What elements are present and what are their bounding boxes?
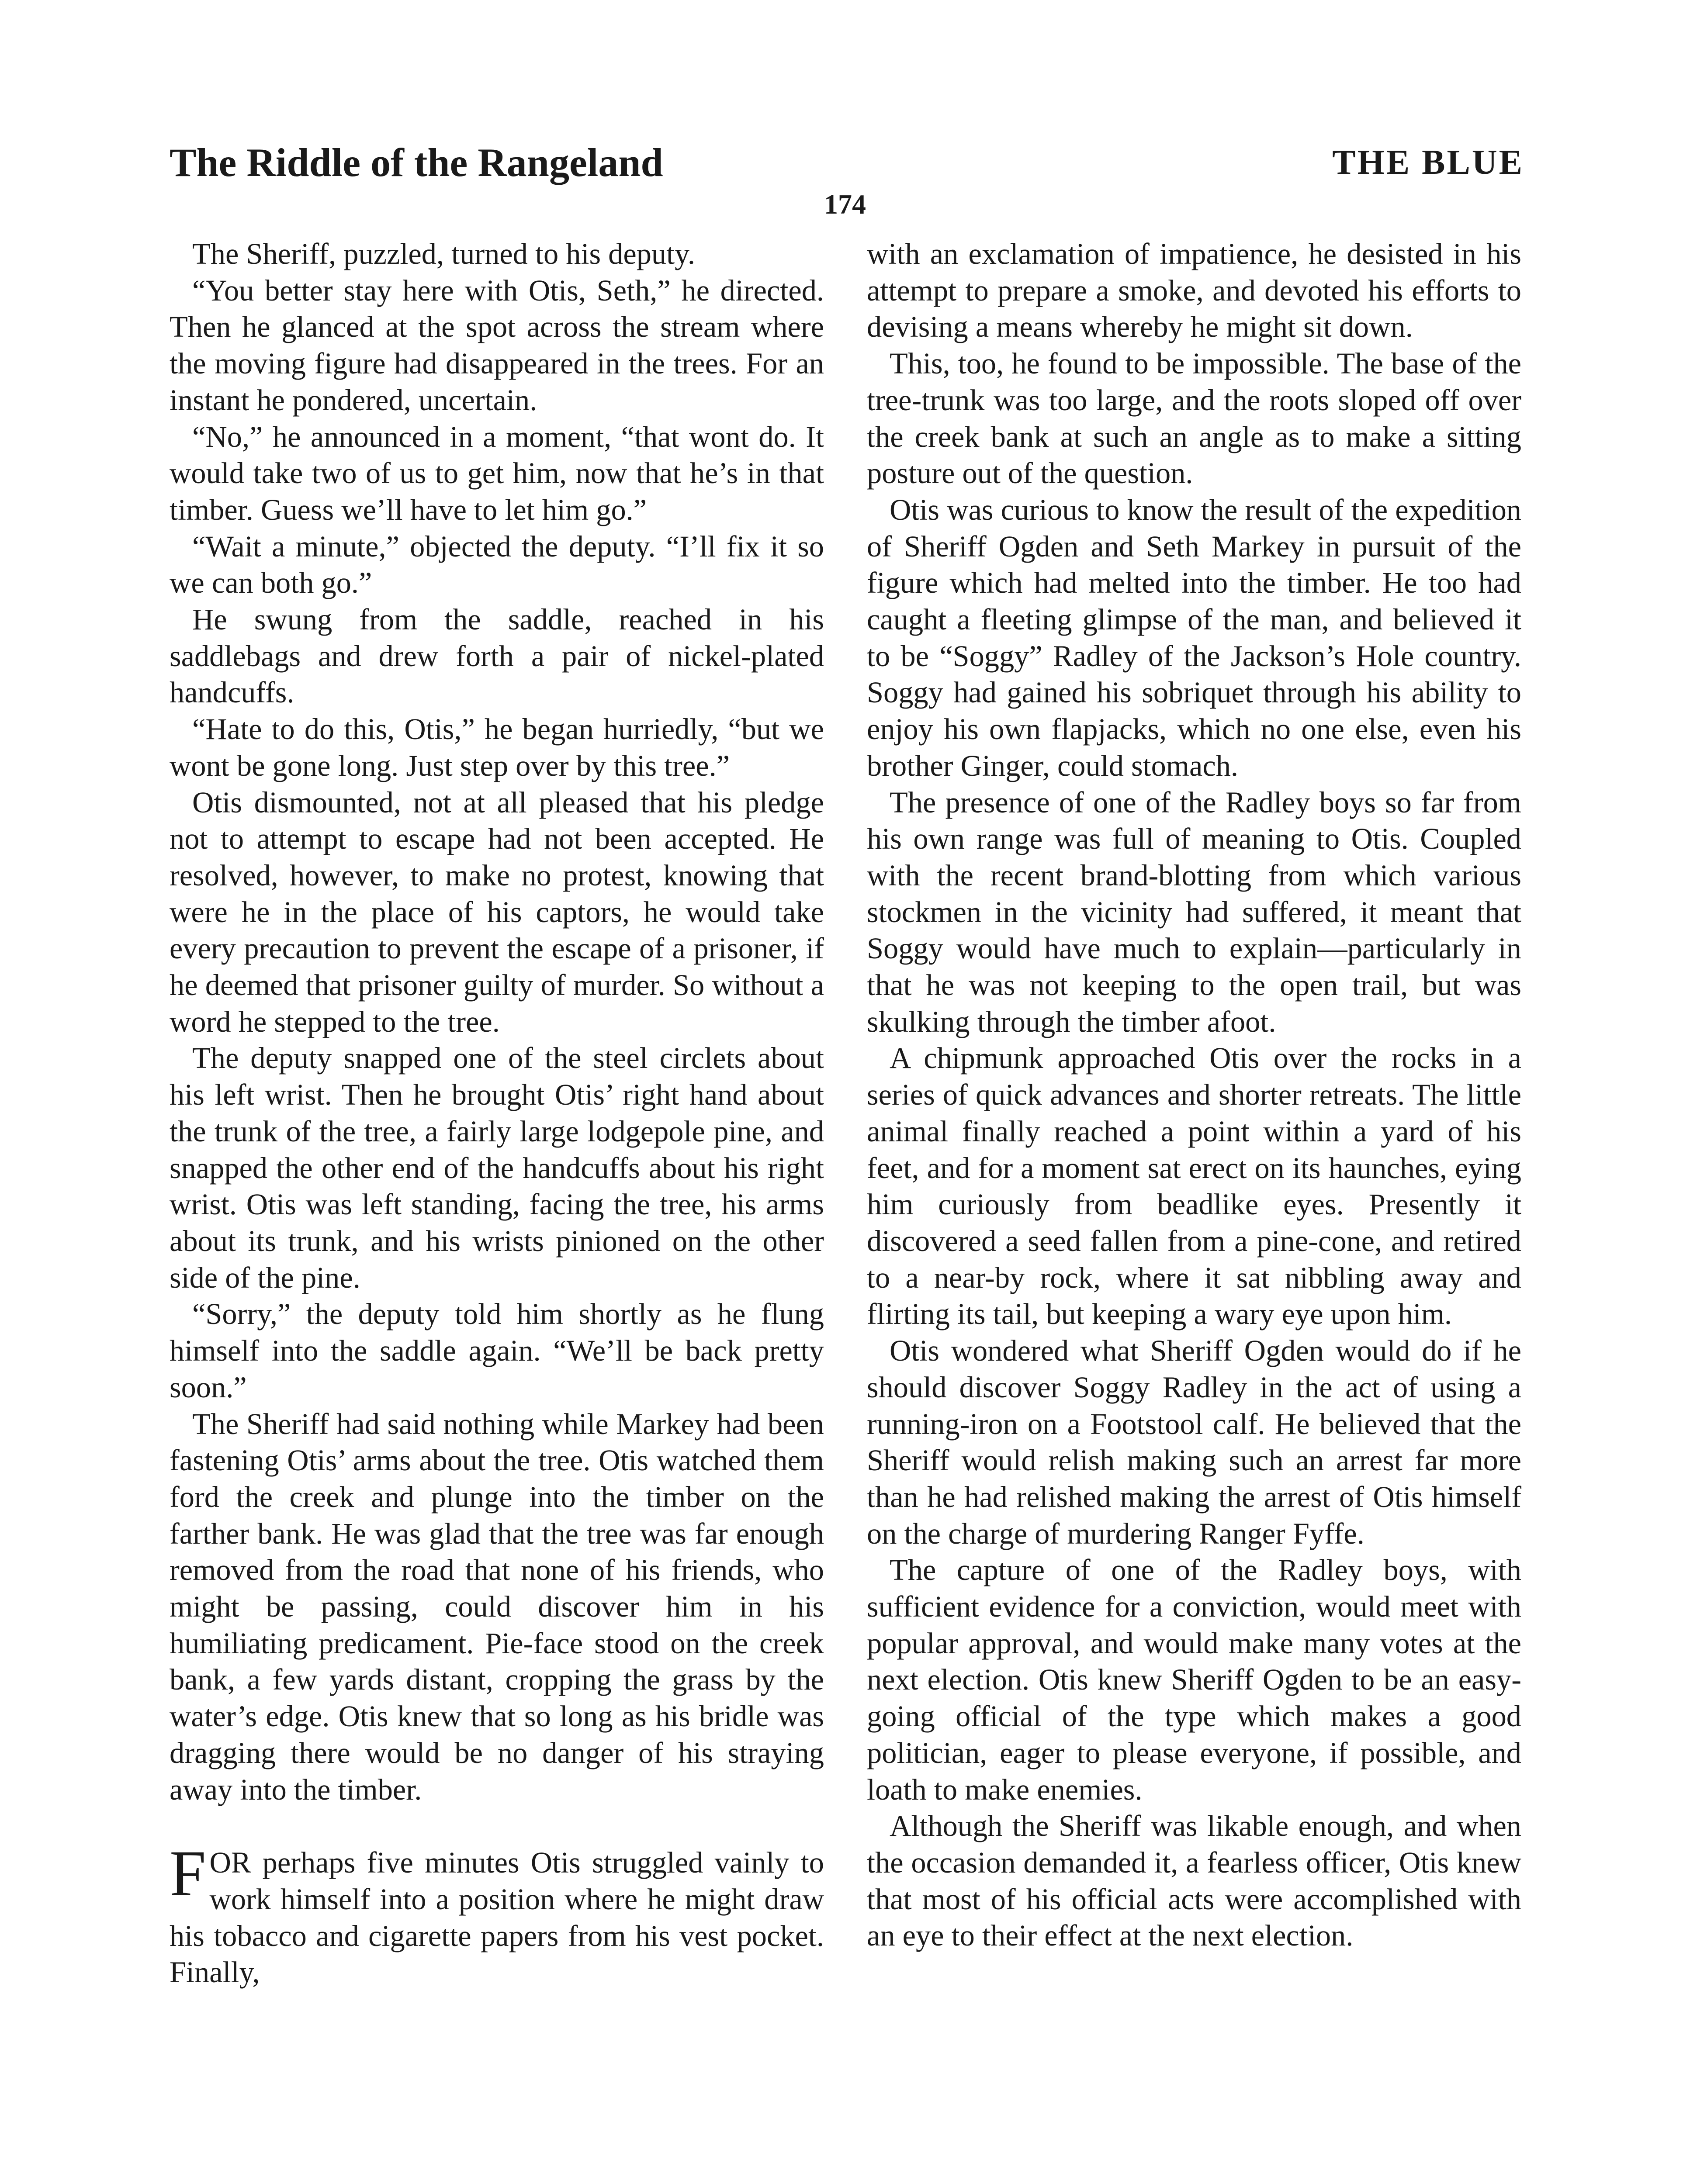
paragraph: The deputy snapped one of the steel circlets about his left wrist. Then he brought Otis’ right hand about the trunk of the tree, a fairly large lodgepole pine, and snapped the other end of the handcuffs about his right wrist. Otis was left standing, facing the tree, his arms about its trunk, and his wrists pinioned on the other side of the pine.: [170, 1041, 824, 1294]
paragraph: Otis was curious to know the result of the expedition of Sheriff Ogden and Seth Markey in pursuit of the figure which had melted into the timber. He too had caught a fleeting glimpse of the man, and believed it to be “Soggy” Radley of the Jackson’s Hole country. Soggy had gained his sobriquet through his ability to enjoy his own flapjacks, which no one else, even his brother Ginger, could stomach.: [867, 493, 1521, 782]
dropcap-paragraph-text: OR perhaps five minutes Otis struggled vainly to work himself into a position where he might draw his tobacco and cigarette papers from his vest pocket. Finally,: [170, 1846, 824, 1989]
magazine-section: THE BLUE: [1332, 143, 1524, 182]
left-column: [170, 236, 824, 1991]
paragraph: “No,” he announced in a moment, “that wont do. It would take two of us to get him, now that he’s in that timber. Guess we’ll have to let him go.”: [170, 420, 824, 526]
paragraph: The presence of one of the Radley boys so far from his own range was full of meaning to Otis. Coupled with the recent brand-blotting from which various stockmen in the vicinity had suffered, it meant that Soggy would have much to explain—particularly in that he was not keeping to the open trail, but was skulking through the timber afoot.: [867, 785, 1521, 1038]
paragraph: He swung from the saddle, reached in his saddlebags and drew forth a pair of nickel-plated handcuffs.: [170, 603, 824, 709]
paragraph: A chipmunk approached Otis over the rocks in a series of quick advances and shorter retreats. The little animal finally reached a point within a yard of his feet, and for a moment sat erect on its haunches, eying him curiously from beadlike eyes. Presently it discovered a seed fallen from a pine-cone, and retired to a near-by rock, where it sat nibbling away and flirting its tail, but keeping a wary eye upon him.: [867, 1041, 1521, 1331]
paragraph: “Hate to do this, Otis,” he began hurriedly, “but we wont be gone long. Just step over by this tree.”: [170, 712, 824, 782]
paragraph: Otis dismounted, not at all pleased that his pledge not to attempt to escape had not been accepted. He resolved, however, to make no protest, knowing that were he in the place of his captors, he would take every precaution to prevent the escape of a prisoner, if he deemed that prisoner guilty of murder. So without a word he stepped to the tree.: [170, 785, 824, 1038]
paragraph: Although the Sheriff was likable enough, and when the occasion demanded it, a fearless officer, Otis knew that most of his official acts were accomplished with an eye to their effect at the next election.: [867, 1809, 1521, 1952]
paragraph: with an exclamation of impatience, he desisted in his attempt to prepare a smoke, and devoted his efforts to devising a means whereby he might sit down.: [867, 237, 1521, 344]
paragraph: “Wait a minute,” objected the deputy. “I’ll fix it so we can both go.”: [170, 529, 824, 600]
drop-cap: F: [170, 1837, 206, 1910]
paragraph: The Sheriff, puzzled, turned to his deputy.: [192, 237, 695, 270]
paragraph: “Sorry,” the deputy told him shortly as he flung himself into the saddle again. “We’ll be back pretty soon.”: [170, 1297, 824, 1404]
right-column: [867, 236, 1521, 1954]
paragraph: Otis wondered what Sheriff Ogden would do if he should discover Soggy Radley in the act of using a running-iron on a Footstool calf. He believed that the Sheriff would relish making such an arrest far more than he had relished making the arrest of Otis himself on the charge of murdering Ranger Fyffe.: [867, 1334, 1521, 1550]
dropcap-paragraph: [170, 1837, 824, 1991]
paragraph: This, too, he found to be impossible. The base of the tree-trunk was too large, and the roots sloped off over the creek bank at such an angle as to make a sitting posture out of the question.: [867, 347, 1521, 490]
story-title: The Riddle of the Rangeland: [170, 140, 663, 185]
paragraph: The capture of one of the Radley boys, with sufficient evidence for a conviction, would meet with popular approval, and would make many votes at the next election. Otis knew Sheriff Ogden to be an easy-going official of the type which makes a good politician, eager to please everyone, if possible, and loath to make enemies.: [867, 1553, 1521, 1806]
paragraph: The Sheriff had said nothing while Markey had been fastening Otis’ arms about the tree. Otis watched them ford the creek and plunge into the timber on the farther bank. He was glad that the tree was far enough removed from the road that none of his friends, who might be passing, could discover him in his humiliating predicament. Pie-face stood on the creek bank, a few yards distant, cropping the grass by the water’s edge. Otis knew that so long as his bridle was dragging there would be no danger of his straying away into the timber.: [170, 1407, 824, 1806]
paragraph: “You better stay here with Otis, Seth,” he directed. Then he glanced at the spot across the stream where the moving figure had disappeared in the trees. For an instant he pondered, uncertain.: [170, 273, 824, 417]
page-number: 174: [824, 189, 866, 220]
